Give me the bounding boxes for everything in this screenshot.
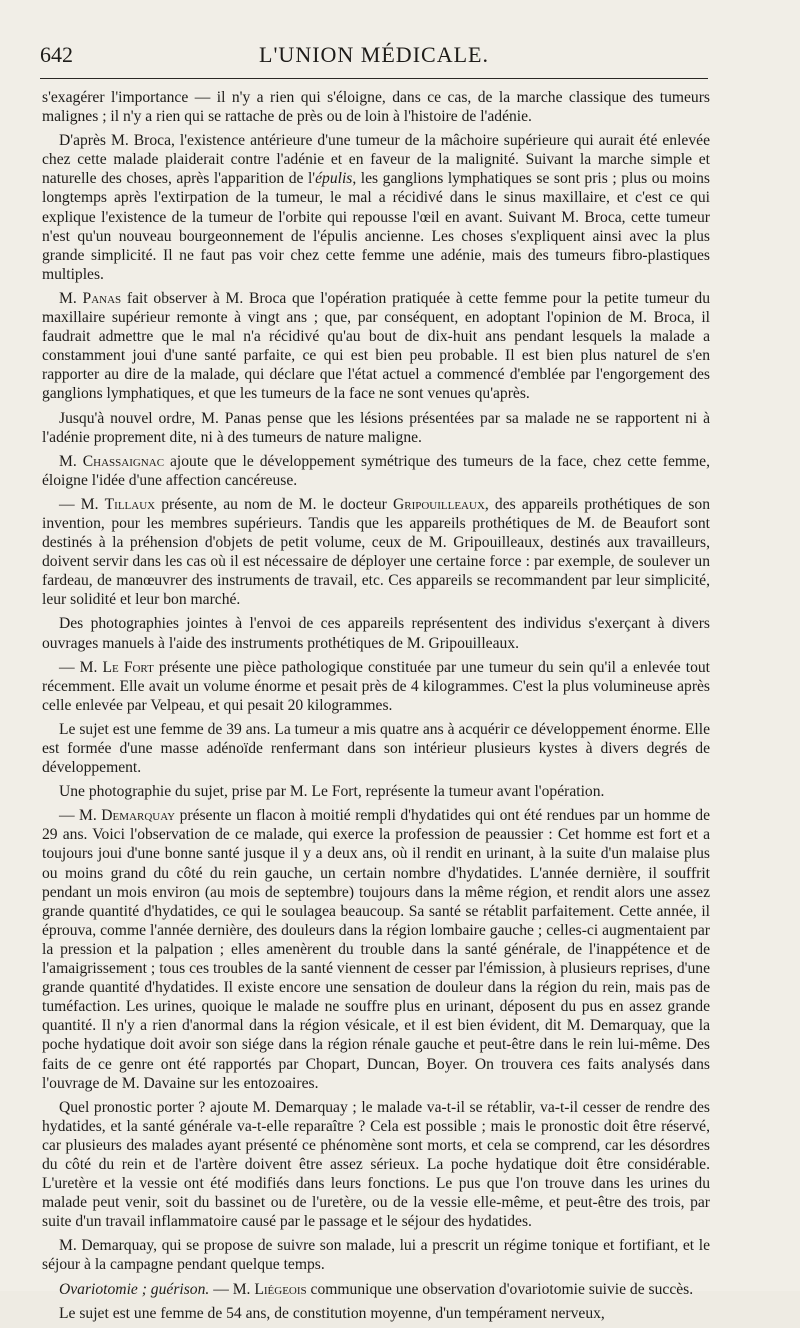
paragraph [42,452,710,490]
text-run: fait observer à M. Broca que l'opération pratiquée à cette femme pour la petite tumeur du maxillaire supérieur remonte à vingt ans ; que, par conséquent, en adoptant l'opinion de M. Broca, il faudrait admettre que le mal n'a récidivé qu'au bout de dix-huit ans pendant lesquels la malade a constamment joui d'une santé parfaite, ce qui est bien peu probable. Il est bien plus naturel de s'en rapporter au dire de la malade, qui déclare que l'état actuel a commencé d'emblée par l'engorgement des ganglions lymphatiques, et que les tumeurs de la face ne sont venues qu'après. [42,289,710,403]
paragraph [42,658,710,715]
paragraph [42,1304,710,1323]
paragraph [42,131,710,284]
text-run: Le sujet est une femme de 39 ans. La tumeur a mis quatre ans à acquérir ce développement énorme. Elle est formée d'une masse adénoïde renfermant dans son intérieur plusieurs kystes à divers degrés de développement. [42,720,710,777]
page-number: 642 [40,42,73,67]
text-run: — M. [59,658,103,676]
text-run: présente un flacon à moitié rempli d'hydatides qui ont été rendues par un homme de 29 ans. Voici l'observation de ce malade, qui exerce la profession de peaussier : Cet homme est fort et a toujours joui d'une bonne santé jusque il y a deux ans, où il rendit en urinant, à la suite d'un malaise plus ou moins grand du côté du rein gauche, un certain nombre d'hydatides. L'année dernière, il souffrit pendant un mois environ (au mois de septembre) toujours dans la même région, et rendit alors une assez grande quantité d'hydatides, ce qui le soulagea beaucoup. Sa santé se rétablit parfaitement. Cette année, il éprouva, comme l'année dernière, des douleurs dans la région lombaire gauche ; celles-ci augmentaient par la pression et la palpation ; elles amenèrent du trouble dans la santé générale, de l'inappétence et de l'amaigrissement ; tous ces troubles de la santé viennent de cesser par l'émission, à plusieurs reprises, d'une grande quantité d'hydatides. Il existe encore une sensation de douleur dans la région du rein, mais pas de tuméfaction. Les urines, quoique le malade ne souffre plus en urinant, déposent du pus en assez grande quantité. Il n'y a rien d'anormal dans la région vésicale, et il est bien évident, dit M. Demarquay, que la poche hydatique doit avoir son siége dans la région rénale gauche et peut-être dans le rein lui-même. Des faits de ce genre ont été rapportés par Chopart, Duncan, Boyer. On trouvera ces faits analysés dans l'ouvrage de M. Davaine sur les entozoaires. [42,807,710,1092]
text-run: — M. [59,495,105,513]
text-run: ajoute que le développement symétrique des tumeurs de la face, chez cette femme, éloigne l'idée d'une affection cancéreuse. [42,452,710,489]
author-name: Panas [82,289,122,307]
article-body [42,88,710,1328]
author-name: Gripouilleaux [392,495,485,513]
paragraph [42,409,710,447]
running-title: L'UNION MÉDICALE. [259,42,489,67]
text-run: M. [59,289,83,307]
text-run: — M. [59,807,102,825]
italic-text: épulis [315,170,353,188]
author-name: Liégeois [254,1280,307,1298]
author-name: Demarquay [101,807,176,825]
text-run: M. [59,452,83,470]
text-run: M. Demarquay, qui se propose de suivre son malade, lui a prescrit un régime tonique et fortifiant, et le séjour à la campagne pendant quelque temps. [42,1237,710,1274]
page-header [40,42,708,78]
text-run: Jusqu'à nouvel ordre, M. Panas pense que les lésions présentées par sa malade ne se rapportent ni à l'adénie proprement dite, ni à des tumeurs de nature maligne. [42,409,710,446]
text-run: présente, au nom de M. le docteur [155,495,393,513]
text-run: Une photographie du sujet, prise par M. Le Fort, représente la tumeur avant l'opération. [59,783,605,801]
text-run: , des appareils prothétiques de son invention, pour les membres supérieurs. Tandis que les appareils prothétiques de M. de Beaufort sont destinés à la préhension d'objets de petit volume, ceux de M. Gripouilleaux, destinés aux travailleurs, doivent servir dans les cas où il est nécessaire de déployer une certaine force : par exemple, de soulever un fardeau, de manœuvrer des instruments de travail, etc. Ces appareils se recommandent par leur simplicité, leur solidité et leur bon marché. [42,495,710,609]
text-run: s'exagérer l'importance — il n'y a rien qui s'éloigne, dans ce cas, de la marche classique des tumeurs malignes ; il n'y a rien qui se rattache de près ou de loin à l'histoire de l'adénie. [42,89,710,126]
text-run: D'après M. Broca, l'existence antérieure d'une tumeur de la mâchoire supérieure qui aurait été enlevée chez cette malade plaiderait contre l'adénie et en faveur de la malignité. Suivant la marche simple et naturelle des choses, après l'apparition de l' [42,132,710,188]
text-run: Le sujet est une femme de 54 ans, de constitution moyenne, d'un tempérament nerveux, [59,1304,605,1322]
paragraph [42,806,710,1092]
text-run: communique une observation d'ovariotomie suivie de succès. [306,1280,694,1298]
paragraph [42,614,710,652]
header-rule [40,78,708,79]
paragraph [42,495,710,610]
author-name: Le Fort [102,658,154,676]
paragraph [42,88,710,126]
italic-text: Ovariotomie ; guérison. [59,1280,210,1298]
paragraph [42,1098,710,1232]
text-run: Des photographies jointes à l'envoi de ces appareils représentent des individus s'exerçant à divers ouvrages manuels à l'aide des instruments prothétiques de M. Gripouilleaux. [42,615,710,652]
paragraph [42,289,710,404]
paragraph [42,720,710,777]
text-run: — M. [209,1280,255,1298]
text-run: présente une pièce pathologique constituée par une tumeur du sein qu'il a enlevée tout récemment. Elle avait un volume énorme et pesait près de 4 kilogrammes. C'est la plus volumineuse après celle enlevée par Velpeau, et qui pesait 20 kilogrammes. [42,658,710,714]
author-name: Chassaignac [82,452,165,470]
paragraph [42,1236,710,1274]
paragraph [42,782,710,801]
text-run: Quel pronostic porter ? ajoute M. Demarquay ; le malade va-t-il se rétablir, va-t-il cesser de rendre des hydatides, et la santé générale va-t-elle reparaître ? Cela est possible ; mais le pronostic doit être réservé, car plusieurs des malades ayant présenté ce phénomène sont morts, et cela se comprend, car les désordres du côté du rein et de l'artère doivent être assez sérieux. La poche hydatique doit être considérable. L'uretère et la vessie ont été modifiés dans leurs fonctions. Le pus que l'on trouve dans les urines du malade peut venir, soit du bassinet ou de l'uretère, ou de la vessie elle-même, et peut-être des trois, par suite d'un travail inflammatoire causé par le passage et le séjour des hydatides. [42,1098,710,1231]
paragraph [42,1280,710,1299]
text-run: , les ganglions lymphatiques se sont pris ; plus ou moins longtemps après l'extirpation de la tumeur, le mal a récidivé dans le sinus maxillaire, et c'est ce qui explique l'existence de la tumeur de l'orbite qui repousse l'œil en avant. Suivant M. Broca, cette tumeur n'est qu'un nouveau bourgeonnement de l'épulis ancienne. Les choses s'expliquent ainsi avec la plus grande simplicité. Il ne faut pas voir chez cette femme une adénie, mais des tumeurs fibro-plastiques multiples. [42,170,710,283]
author-name: Tillaux [104,495,156,513]
